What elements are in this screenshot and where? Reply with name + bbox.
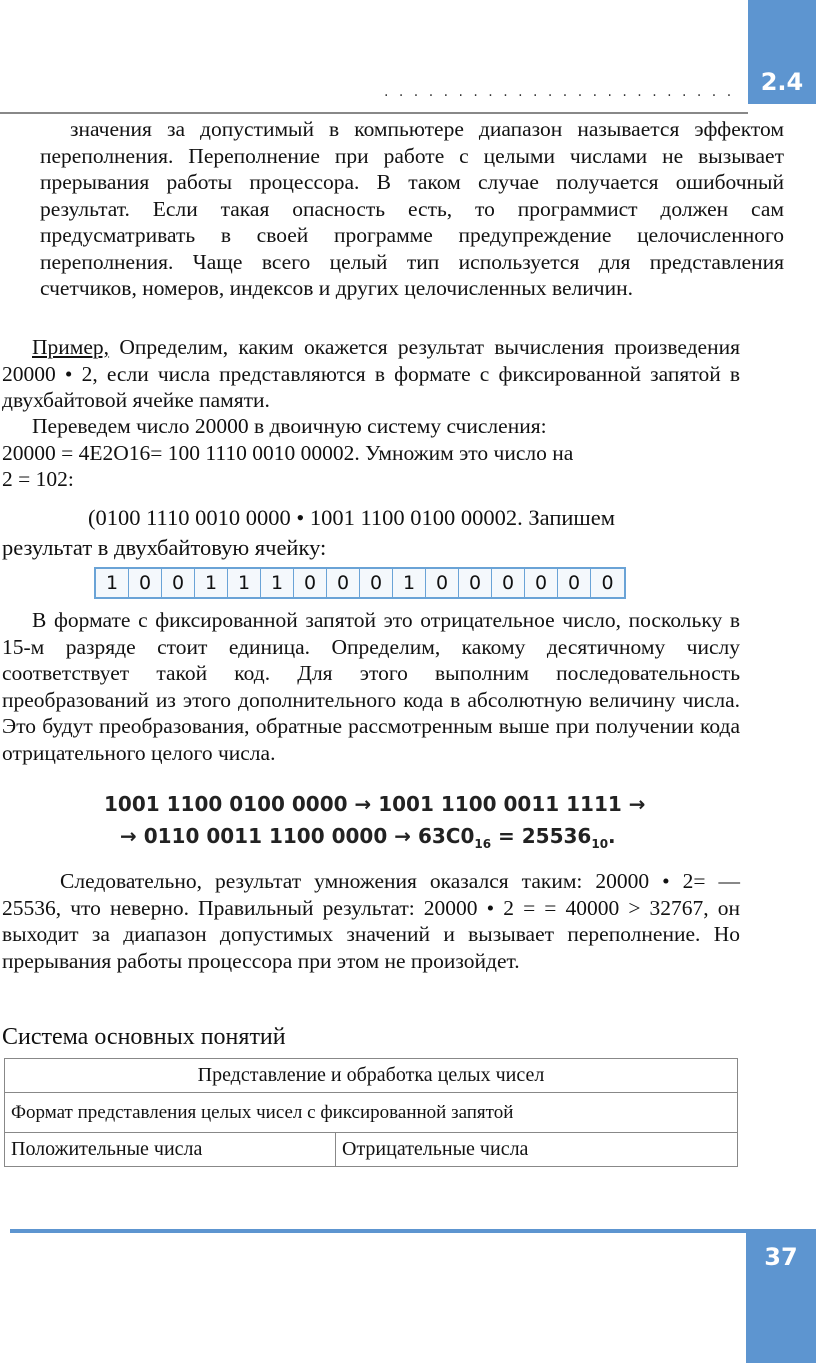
binary-cell: 0 [294, 569, 327, 597]
conversion-formula-line-1: 1001 1100 0100 0000 → 1001 1100 0011 1111 → [104, 792, 646, 816]
binary-cell: 0 [360, 569, 393, 597]
formula-part: = 25536 [491, 824, 592, 848]
header-rule [0, 112, 748, 114]
binary-cell: 0 [558, 569, 591, 597]
example-label: Пример, [32, 335, 110, 359]
binary-cell: 0 [525, 569, 558, 597]
formula-base-16: 16 [474, 837, 492, 851]
concepts-format-row: Формат представления целых чисел с фиксированной запятой [5, 1093, 738, 1133]
concepts-table-title: Представление и обработка целых чисел [5, 1059, 738, 1093]
formula-part: . [608, 824, 616, 848]
paragraph-example [2, 334, 740, 414]
binary-cell: 0 [162, 569, 195, 597]
binary-cell-row [94, 567, 626, 599]
footer-rule [10, 1229, 746, 1233]
binary-cell: 1 [195, 569, 228, 597]
binary-cell: 0 [492, 569, 525, 597]
formula-part: → 0110 0011 1100 0000 → 63C0 [120, 824, 475, 848]
concepts-table [4, 1058, 738, 1167]
section-number: 2.4 [760, 68, 804, 96]
binary-cell: 1 [393, 569, 426, 597]
page-number: 37 [764, 1243, 798, 1271]
conversion-formula-line-2 [120, 824, 616, 851]
page-number-tab [746, 1229, 816, 1363]
concepts-col-positive: Положительные числа [5, 1133, 336, 1167]
concepts-col-negative: Отрицательные числа [336, 1133, 738, 1167]
header-dots: . . . . . . . . . . . . . . . . . . . . . . . . [384, 84, 735, 100]
section-number-tab [748, 0, 816, 104]
multiply-line-2: результат в двухбайтовую ячейку: [2, 535, 327, 560]
conversion-line-1: Переведем число 20000 в двоичную систему счисления: [32, 414, 547, 438]
paragraph-conversion [2, 413, 740, 493]
binary-cell: 0 [426, 569, 459, 597]
binary-cell: 1 [261, 569, 294, 597]
multiply-line-1: (0100 1110 0010 0000 • 1001 1100 0100 00002. Запишем [88, 505, 615, 530]
paragraph-overflow: значения за допустимый в компьютере диапазон называется эффектом переполнения. Переполнение при работе с целыми числами не вызывает прерывания работы процессора. В таком случае получается ошибочный результат. Если такая опасность есть, то программист должен сам предусматривать в своей программе предупреждение целочисленного переполнения. Чаще всего целый тип используется для представления счетчиков, номеров, индексов и других целочисленных величин. [40, 117, 784, 300]
binary-cell: 0 [601, 572, 614, 594]
binary-cell: 0 [129, 569, 162, 597]
concepts-table-wrapper [4, 1058, 738, 1167]
binary-cell: 0 [327, 569, 360, 597]
example-text: Определим, каким окажется результат вычисления произведения 20000 • 2, если числа представляются в формате с фиксированной запятой в двухбайтовой ячейке памяти. [2, 335, 740, 412]
conversion-line-2: 20000 = 4E2O16= 100 1110 0010 00002. Умножим это число на [2, 440, 574, 465]
concepts-heading: Система основных понятий [2, 1024, 286, 1050]
formula-base-10: 10 [591, 837, 609, 851]
binary-cell: 1 [228, 569, 261, 597]
conversion-line-3: 2 = 102: [2, 467, 74, 491]
paragraph-multiply [2, 503, 748, 563]
paragraph-conclusion: Следовательно, результат умножения оказался таким: 20000 • 2= — 25536, что неверно. Правильный результат: 20000 • 2 = = 40000 > 32767, он выходит за диапазон допустимых значений и вызывает переполнение. Но прерывания работы процессора при этом не произойдет. [2, 869, 740, 973]
paragraph-negative-code: В формате с фиксированной запятой это отрицательное число, поскольку в 15-м разряде стоит единица. Определим, какому десятичному числу соответствует такой код. Для этого выполним последовательность преобразований из этого дополнительного кода в абсолютную величину числа. Это будут преобразования, обратные рассмотренным выше при получении кода отрицательного целого числа. [2, 608, 740, 765]
binary-cell: 0 [459, 569, 492, 597]
binary-cell: 1 [96, 569, 129, 597]
